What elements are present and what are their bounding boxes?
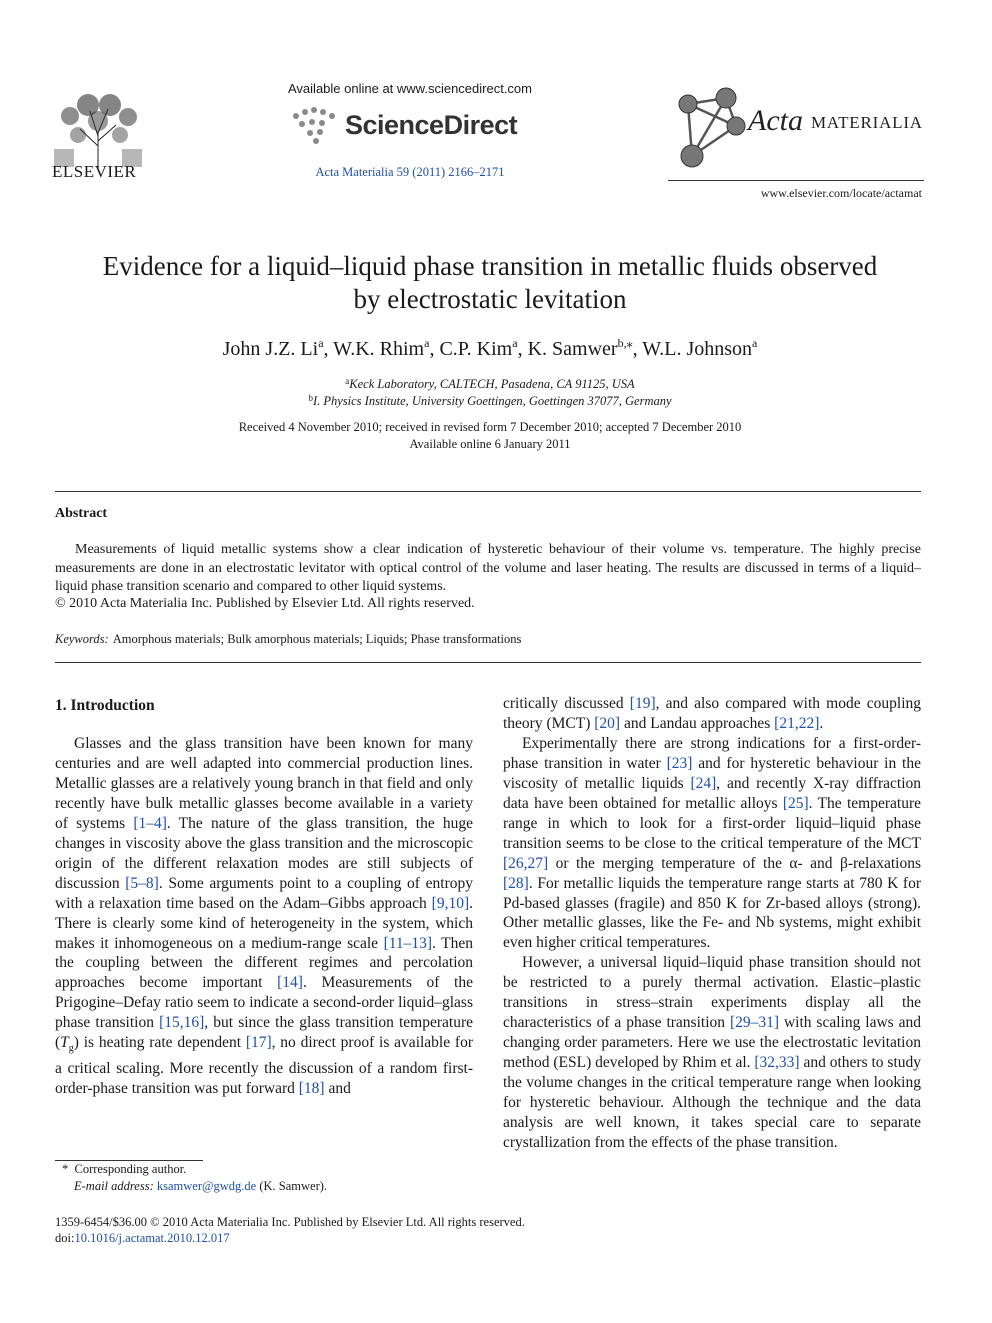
abstract-copyright: © 2010 Acta Materialia Inc. Published by Elsevier Ltd. All rights reserved.	[55, 596, 475, 611]
online-date: Available online 6 January 2011	[409, 437, 571, 451]
citation-link[interactable]: [23]	[666, 754, 693, 772]
citation-link[interactable]: [20]	[594, 714, 621, 732]
section-heading-introduction: 1. Introduction	[55, 697, 155, 714]
citation-link[interactable]: [25]	[782, 794, 809, 812]
received-dates: Received 4 November 2010; received in revised form 7 December 2010; accepted 7 December 2010	[238, 420, 742, 434]
left-column	[55, 734, 473, 1099]
affiliation-b: $^b$I. Physics Institute, University Goettingen, Goettingen 37077, Germany	[308, 393, 672, 408]
citation-link[interactable]: [9,10]	[431, 894, 470, 912]
keywords: Keywords: Amorphous materials; Bulk amorphous materials; Liquids; Phase transformations	[55, 632, 522, 646]
citation-link[interactable]: [1–4]	[133, 814, 167, 832]
math-symbol: T	[60, 1034, 69, 1052]
math-subscript: g	[68, 1043, 74, 1055]
citation-link[interactable]: [5–8]	[125, 874, 159, 892]
citation-link[interactable]: [19]	[629, 695, 656, 712]
abstract-text: Measurements of liquid metallic systems show a clear indication of hysteretic behaviour of their volume vs. temperature. The highly precise measurements are done in an electrostatic levitator with optical control of the volume and laser heating. The results are discussed in terms of a liquid–liquid phase transition scenario and compared to other liquid systems.	[55, 542, 921, 594]
citation-link[interactable]: [21,22]	[774, 714, 820, 732]
author-list: John J.Z. Li$^a$, W.K. Rhim$^a$, C.P. Kim$^a$, K. Samwer$^{b,⁎}$, W.L. Johnson$^a$	[222, 336, 758, 360]
doi-link[interactable]: 10.1016/j.actamat.2010.12.017	[74, 1231, 230, 1245]
citation-link[interactable]: [14]	[277, 974, 303, 992]
header-divider	[668, 180, 924, 181]
corresponding-author-note: * Corresponding author.	[62, 1162, 187, 1176]
paragraph: Glasses and the glass transition have been known for many centuries and are well adapted into commercial production lines. Metallic glasses are a relatively young branch in that field and only recently have bulk metallic glasses become available in a variety of systems [1–4]. The nature of the glass transition, the huge changes in viscosity above the glass transition and the microscopic origin of the different relaxation modes are still subjects of discussion [5–8]. Some arguments point to a coupling of entropy with a relaxation time based on the Adam–Gibbs approach [9,10]. There is clearly some kind of heterogeneity in the system, which makes it inhomogeneous on a medium-range scale [11–13]. Then the coupling between the different regimes and percolation approaches become important [14]. Measurements of the Prigogine–Defay ratio seem to indicate a second-order liquid–glass phase transition [15,16], but since the glass transition temperature $(T_g)$ is heating rate dependent [17], no direct proof is available for a critical scaling. More recently the discussion of a random first-order-phase transition was put forward [18] and	[55, 735, 474, 1098]
citation-link[interactable]: [26,27]	[503, 854, 549, 872]
author-name: W.L. Johnson	[642, 338, 753, 360]
email-note: E-mail address: ksamwer@gwdg.de (K. Samwer).	[74, 1179, 328, 1193]
available-online: Available online at www.sciencedirect.com	[288, 81, 532, 96]
abstract-heading: Abstract	[55, 506, 108, 521]
citation-link[interactable]: [29–31]	[729, 1014, 780, 1032]
citation-link[interactable]: [17]	[245, 1034, 272, 1052]
footnote-rule	[55, 1160, 203, 1161]
author-name: John J.Z. Li	[222, 338, 319, 360]
journal-reference-link[interactable]: Acta Materialia 59 (2011) 2166–2171	[315, 165, 505, 179]
paragraph: Experimentally there are strong indications for a first-order-phase transition in water [23] and for hysteretic behaviour in the viscosity of metallic liquids [24], and recently X-ray diffraction data have been obtained for metallic alloys [25]. The temperature range in which to look for a first-order liquid–liquid phase transition seems to be close to the critical temperature of the MCT [26,27] or the merging temperature of the α- and β-relaxations [28]. For metallic liquids the temperature range starts at 780 K for Pd-based glasses (fragile) and 850 K for Zr-based alloys (strong). Other metallic glasses, like the Fe- and Nb systems, might exhibit even higher critical temperatures.	[503, 734, 921, 952]
citation-link[interactable]: [15,16]	[159, 1014, 205, 1032]
abstract-top-rule	[55, 491, 921, 492]
journal-logo-caps: MATERIALIA	[811, 113, 923, 132]
affiliation-a: $^a$Keck Laboratory, CALTECH, Pasadena, CA 91125, USA	[345, 376, 635, 391]
paragraph: However, a universal liquid–liquid phase transition should not be restricted to a purely thermal activation. Elastic–plastic transitions in stress–strain experiments display all the characteristics of a phase transition [29–31] with scaling laws and changing order parameters. Here we use the electrostatic levitation method (ESL) developed by Rhim et al. [32,33] and others to study the volume changes in the critical temperature range when looking for hysteretic behaviour. Although the technique and the data analysis are well known, it takes special care to separate crystallization from the effects of the phase transition.	[503, 954, 921, 1151]
author-affiliation-marker: a	[752, 336, 758, 350]
issn-copyright: 1359-6454/$36.00 © 2010 Acta Materialia Inc. Published by Elsevier Ltd. All rights reserved.	[55, 1215, 525, 1229]
email-link[interactable]: ksamwer@gwdg.de	[156, 1179, 257, 1193]
paragraph: critically discussed [19], and also compared with mode coupling theory (MCT) [20] and Landau approaches [21,22].	[503, 695, 921, 732]
right-column	[503, 694, 921, 1153]
author-affiliation-marker: a	[424, 336, 430, 350]
author-name: C.P. Kim	[439, 338, 513, 360]
article-title: Evidence for a liquid–liquid phase transition in metallic fluids observed by electrostatic levitation	[102, 251, 878, 314]
author-affiliation-marker: a	[512, 336, 518, 350]
citation-link[interactable]: [18]	[298, 1080, 325, 1098]
author-name: K. Samwer	[527, 338, 618, 360]
author-name: W.K. Rhim	[333, 338, 425, 360]
abstract-bottom-rule	[55, 662, 921, 663]
citation-link[interactable]: [32,33]	[754, 1054, 800, 1072]
author-affiliation-marker: b,⁎	[617, 336, 633, 350]
citation-link[interactable]: [24]	[690, 774, 717, 792]
publisher-name: ELSEVIER	[52, 162, 137, 181]
citation-link[interactable]: [11–13]	[383, 934, 433, 952]
citation-link[interactable]: [28]	[503, 874, 529, 892]
journal-homepage-url[interactable]: www.elsevier.com/locate/actamat	[760, 186, 922, 200]
doi: doi:10.1016/j.actamat.2010.12.017	[55, 1231, 230, 1245]
author-affiliation-marker: a	[318, 336, 324, 350]
journal-logo-script: Acta	[748, 104, 803, 137]
sciencedirect-logo[interactable]: ScienceDirect	[345, 110, 518, 140]
